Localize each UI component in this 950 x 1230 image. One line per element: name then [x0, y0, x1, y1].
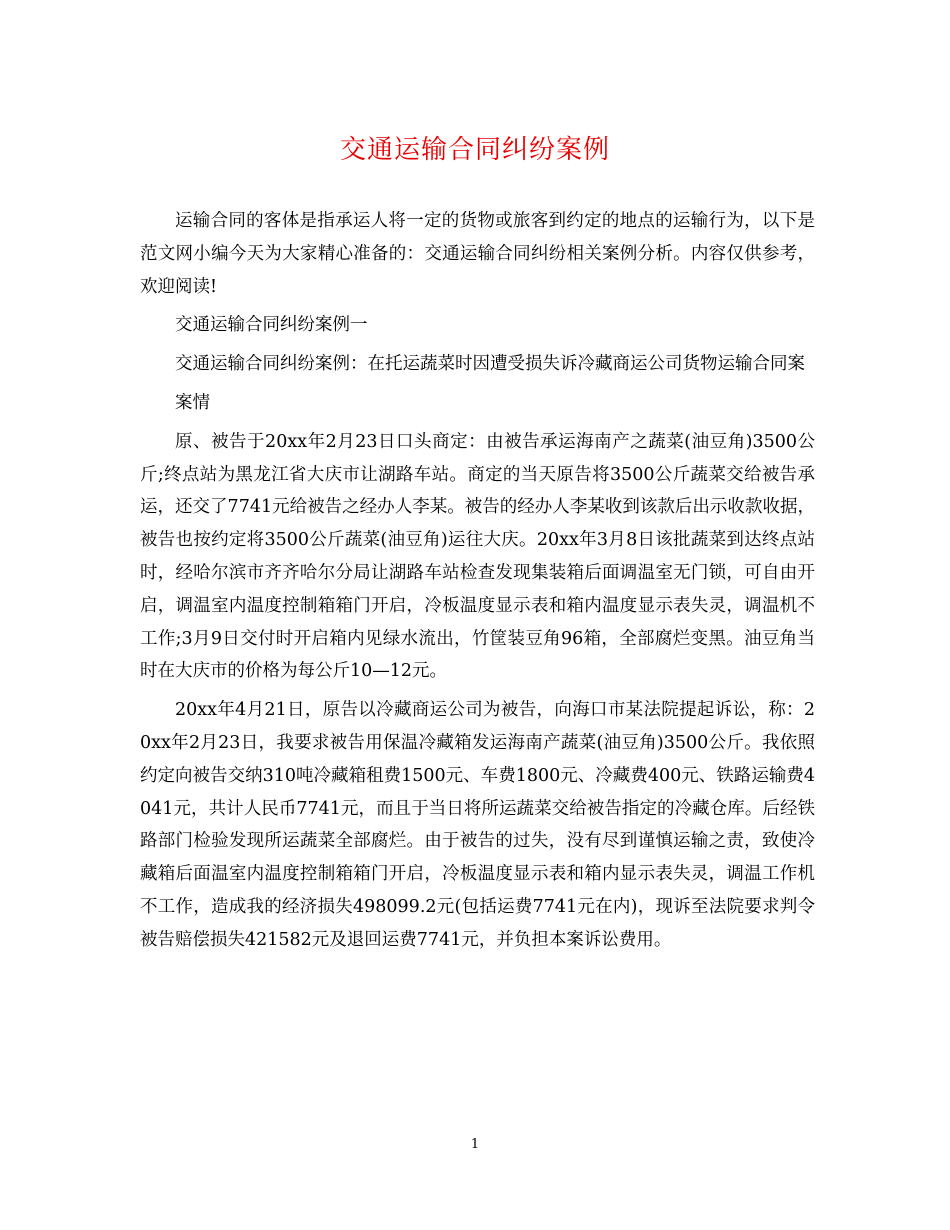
case-heading: 交通运输合同纠纷案例一 [175, 315, 368, 336]
document-body [140, 205, 815, 957]
intro-paragraph: 运输合同的客体是指承运人将一定的货物或旅客到约定的地点的运输行为，以下是范文网小编今天为大家精心准备的：交通运输合同纠纷相关案例分析。内容仅供参考，欢迎阅读! [140, 211, 815, 297]
page-number: 1 [470, 1137, 480, 1152]
lawsuit-paragraph: 20xx年4月21日，原告以冷藏商运公司为被告，向海口市某法院提起诉讼，称：20xx年2月23日，我要求被告用保温冷藏箱发运海南产蔬菜(油豆角)3500公斤。我依照约定向被告交纳310吨冷藏箱租费1500元、车费1800元、冷藏费400元、铁路运输费4041元，共计人民币7741元，而且于当日将所运蔬菜交给被告指定的冷藏仓库。后经铁路部门检验发现所运蔬菜全部腐烂。由于被告的过失，没有尽到谨慎运输之责，致使冷藏箱后面温室内温度控制箱箱门开启，冷板温度显示表和箱内显示表失灵，调温工作机不工作，造成我的经济损失498099.2元(包括运费7741元在内)，现诉至法院要求判令被告赔偿损失421582元及退回运费7741元，并负担本案诉讼费用。 [140, 700, 815, 950]
section-heading-facts: 案情 [175, 392, 210, 413]
facts-paragraph: 原、被告于20xx年2月23日口头商定：由被告承运海南产之蔬菜(油豆角)3500公斤;终点站为黑龙江省大庆市让湖路车站。商定的当天原告将3500公斤蔬菜交给被告承运，还交了7741元给被告之经办人李某。被告的经办人李某收到该款后出示收款收据，被告也按约定将3500公斤蔬菜(油豆角)运往大庆。20xx年3月8日该批蔬菜到达终点站时，经哈尔滨市齐齐哈尔分局让湖路车站检查发现集装箱后面调温室无门锁，可自由开启，调温室内温度控制箱箱门开启，冷板温度显示表和箱内温度显示表失灵，调温机不工作;3月9日交付时开启箱内见绿水流出，竹筐装豆角96箱，全部腐烂变黑。油豆角当时在大庆市的价格为每公斤10—12元。 [140, 431, 815, 682]
case-subtitle: 交通运输合同纠纷案例：在托运蔬菜时因遭受损失诉冷藏商运公司货物运输合同案 [175, 354, 805, 375]
document-title: 交通运输合同纠纷案例 [339, 135, 610, 165]
